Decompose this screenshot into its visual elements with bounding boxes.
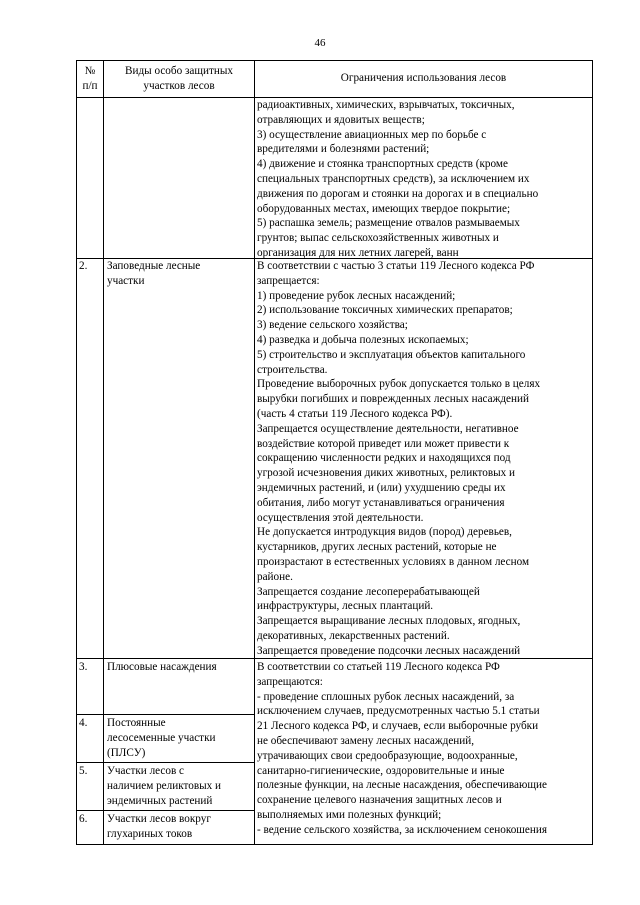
table-border-right [592,60,593,845]
row-2-type: Заповедные лесные участки [107,260,201,287]
row-2-number: 2. [79,260,88,272]
row-4-type: Постоянные лесосеменные участки (ПЛСУ) [107,717,216,759]
row-6-type: Участки лесов вокруг глухариных токов [107,813,211,840]
row-5-number: 5. [79,765,88,777]
table-divider-col1 [103,60,104,845]
table-border-left [76,60,77,845]
rows-3-6-restrictions: В соответствии со статьей 119 Лесного кодекса РФ запрещаются: - проведение сплошных рубок лесных насаждений, за исключением случаев, предусмотренных частью 5.1 статьи 21 Лесного кодекса РФ, и случаев, если выборочные рубки не обеспечивают замену лесных насаждений, утрачивающих свои средообразующие, водоохранные, санитарно-гигиенические, оздоровительные и иные полезные функции, на лесные насаждения, обеспечивающие сохранение целевого назначения защитных лесов и выполняемых ими полезных функций; - ведение сельского хозяйства, за исключением сенокошения [257,661,547,836]
header-restrictions: Ограничения использования лесов [340,72,507,84]
row-4-number: 4. [79,717,88,729]
header-number: № п/п [82,65,98,92]
restrictions-table [76,60,593,845]
table-border-top [76,60,593,61]
row-3-number: 3. [79,661,88,673]
row-4-bottom-line [76,762,255,763]
row-5-type: Участки лесов с наличием реликтовых и эндемичных растений [107,765,222,807]
row-3-bottom-line [76,714,255,715]
row-3-type: Плюсовые насаждения [107,661,217,673]
page-number: 46 [314,37,326,49]
row-5-bottom-line [76,810,255,811]
table-divider-col2 [254,60,255,845]
row-6-number: 6. [79,813,88,825]
table-border-bottom [76,844,593,845]
row-2-restrictions: В соответствии с частью 3 статьи 119 Лесного кодекса РФ запрещается: 1) проведение рубок лесных насаждений; 2) использование токсичных химических препаратов; 3) ведение сельского хозяйства; 4) разведка и добыча полезных ископаемых; 5) строительство и эксплуатация объектов капитального строительства. Проведение выборочных рубок допускается только в целях вырубки погибших и поврежденных лесных насаждений (часть 4 статьи 119 Лесного кодекса РФ). Запрещается осуществление деятельности, негативное воздействие которой приведет или может привести к сокращению численности редких и находящихся под угрозой исчезновения диких животных, реликтовых и эндемичных растений, и (или) ухудшению среды их обитания, либо могут устанавливаться ограничения осуществления этой деятельности. Не допускается интродукция видов (пород) деревьев, кустарников, других лесных растений, которые не произрастают в естественных условиях в данном лесном районе. Запрещается создание лесоперерабатывающей инфраструктуры, лесных плантаций. Запрещается выращивание лесных плодовых, ягодных, декоративных, лекарственных растений. Запрещается проведение подсочки лесных насаждений [257,260,541,657]
row-1-restrictions: радиоактивных, химических, взрывчатых, токсичных, отравляющих и ядовитых веществ; 3) осуществление авиационных мер по борьбе с вредителями и болезнями растений; 4) движение и стоянка транспортных средств (кроме специальных транспортных средств), за исключением их движения по дорогам и стоянки на дорогах и в специально оборудованных местах, имеющих твердое покрытие; 5) распашка земель; размещение отвалов размываемых грунтов; выпас сельскохозяйственных животных и организация для них летних лагерей, ванн [257,99,539,259]
header-type: Виды особо защитных участков лесов [125,65,233,92]
